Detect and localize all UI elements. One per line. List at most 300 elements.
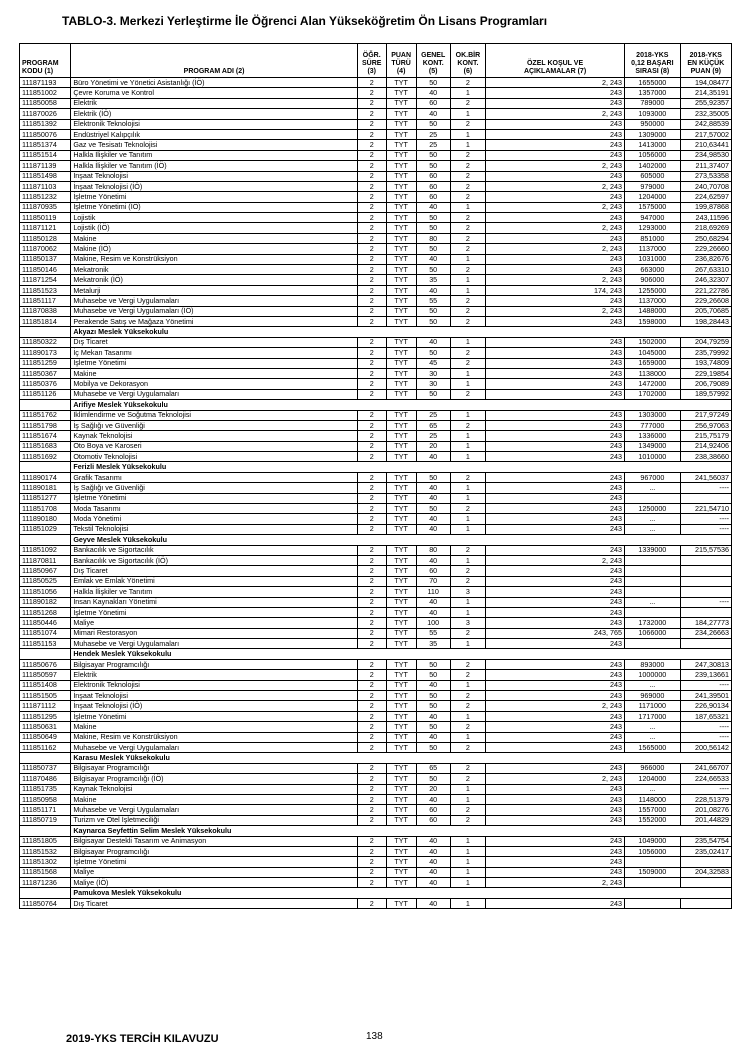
table-row xyxy=(20,680,732,690)
cell-score-type: TYT xyxy=(386,389,416,399)
cell-rank: ... xyxy=(625,597,681,607)
cell-score-type: TYT xyxy=(386,607,416,617)
cell-duration: 2 xyxy=(357,774,386,784)
cell-extra-quota: 1 xyxy=(450,846,485,856)
cell-program-code: 111871254 xyxy=(20,275,71,285)
table-row xyxy=(20,161,732,171)
cell-program-code: 111850649 xyxy=(20,732,71,742)
cell-min-score xyxy=(680,566,731,576)
cell-empty xyxy=(20,649,71,659)
cell-conditions: 174, 243 xyxy=(486,285,625,295)
header-text: 2018-YKS xyxy=(636,52,669,59)
cell-program-name: İş Sağlığı ve Güvenliği xyxy=(71,420,358,430)
cell-duration: 2 xyxy=(357,129,386,139)
cell-score-type: TYT xyxy=(386,233,416,243)
cell-conditions: 243 xyxy=(486,431,625,441)
cell-general-quota: 50 xyxy=(416,701,450,711)
cell-conditions: 243, 765 xyxy=(486,628,625,638)
header-text: 2018-YKS xyxy=(689,52,722,59)
table-row xyxy=(20,202,732,212)
cell-rank: 1309000 xyxy=(625,129,681,139)
table-row xyxy=(20,98,732,108)
cell-score-type: TYT xyxy=(386,587,416,597)
cell-program-name: Bilgisayar Programcılığı (İÖ) xyxy=(71,774,358,784)
cell-general-quota: 40 xyxy=(416,493,450,503)
document-title: TABLO-3. Merkezi Yerleştirme İle Öğrenci Alan Yükseköğretim Ön Lisans Programları xyxy=(62,14,548,28)
cell-general-quota: 40 xyxy=(416,836,450,846)
cell-rank xyxy=(625,607,681,617)
cell-conditions: 243 xyxy=(486,680,625,690)
cell-rank: 1349000 xyxy=(625,441,681,451)
cell-rank: ... xyxy=(625,524,681,534)
cell-rank xyxy=(625,639,681,649)
cell-rank: 1045000 xyxy=(625,348,681,358)
cell-program-code: 111890181 xyxy=(20,483,71,493)
cell-general-quota: 40 xyxy=(416,794,450,804)
cell-min-score: 201,08276 xyxy=(680,805,731,815)
cell-rank: 1303000 xyxy=(625,410,681,420)
cell-score-type: TYT xyxy=(386,129,416,139)
cell-rank: 1702000 xyxy=(625,389,681,399)
cell-score-type: TYT xyxy=(386,763,416,773)
cell-program-code: 111850128 xyxy=(20,233,71,243)
cell-rank xyxy=(625,587,681,597)
cell-score-type: TYT xyxy=(386,472,416,482)
cell-extra-quota: 2 xyxy=(450,722,485,732)
cell-general-quota: 50 xyxy=(416,150,450,160)
table-row xyxy=(20,244,732,254)
cell-score-type: TYT xyxy=(386,213,416,223)
cell-program-code: 111871103 xyxy=(20,181,71,191)
table-row xyxy=(20,181,732,191)
cell-program-code: 111851295 xyxy=(20,711,71,721)
cell-conditions: 243 xyxy=(486,410,625,420)
cell-duration: 2 xyxy=(357,691,386,701)
cell-conditions: 2, 243 xyxy=(486,223,625,233)
cell-program-name: Makine xyxy=(71,794,358,804)
table-row xyxy=(20,171,732,181)
cell-program-code: 111851268 xyxy=(20,607,71,617)
cell-extra-quota: 1 xyxy=(450,680,485,690)
cell-extra-quota: 1 xyxy=(450,410,485,420)
cell-score-type: TYT xyxy=(386,171,416,181)
cell-score-type: TYT xyxy=(386,98,416,108)
header-text: KONT. xyxy=(422,60,444,67)
cell-duration: 2 xyxy=(357,472,386,482)
cell-program-code: 111850367 xyxy=(20,368,71,378)
cell-score-type: TYT xyxy=(386,285,416,295)
cell-score-type: TYT xyxy=(386,420,416,430)
cell-extra-quota: 1 xyxy=(450,732,485,742)
table-row xyxy=(20,452,732,462)
cell-score-type: TYT xyxy=(386,161,416,171)
cell-score-type: TYT xyxy=(386,815,416,825)
cell-extra-quota: 1 xyxy=(450,867,485,877)
cell-general-quota: 50 xyxy=(416,161,450,171)
cell-program-code: 111851814 xyxy=(20,316,71,326)
cell-conditions: 243 xyxy=(486,358,625,368)
cell-min-score: ---- xyxy=(680,784,731,794)
cell-score-type: TYT xyxy=(386,701,416,711)
cell-empty xyxy=(20,888,71,898)
cell-program-code: 111890180 xyxy=(20,514,71,524)
cell-min-score: 229,26608 xyxy=(680,296,731,306)
table-row xyxy=(20,898,732,908)
cell-extra-quota: 1 xyxy=(450,452,485,462)
cell-conditions: 2, 243 xyxy=(486,878,625,888)
cell-rank: 1204000 xyxy=(625,192,681,202)
table-row xyxy=(20,379,732,389)
cell-duration: 2 xyxy=(357,784,386,794)
cell-empty xyxy=(20,400,71,410)
cell-min-score: ---- xyxy=(680,524,731,534)
cell-conditions: 243 xyxy=(486,265,625,275)
header-text: GENEL xyxy=(421,52,446,59)
cell-general-quota: 50 xyxy=(416,472,450,482)
cell-duration: 2 xyxy=(357,431,386,441)
cell-general-quota: 40 xyxy=(416,867,450,877)
cell-program-code: 111850119 xyxy=(20,213,71,223)
cell-min-score: 235,79992 xyxy=(680,348,731,358)
header-program-name xyxy=(71,44,358,78)
cell-rank: 1000000 xyxy=(625,670,681,680)
cell-extra-quota: 2 xyxy=(450,150,485,160)
cell-general-quota: 50 xyxy=(416,306,450,316)
cell-program-code: 111871139 xyxy=(20,161,71,171)
cell-program-name: Muhasebe ve Vergi Uygulamaları (İÖ) xyxy=(71,306,358,316)
cell-extra-quota: 2 xyxy=(450,701,485,711)
cell-duration: 2 xyxy=(357,483,386,493)
cell-program-name: Maliye xyxy=(71,618,358,628)
school-name: Hendek Meslek Yüksekokulu xyxy=(71,649,732,659)
table-row xyxy=(20,597,732,607)
cell-program-code: 111851232 xyxy=(20,192,71,202)
cell-program-code: 111850322 xyxy=(20,337,71,347)
cell-general-quota: 60 xyxy=(416,171,450,181)
table-row xyxy=(20,483,732,493)
cell-program-name: Muhasebe ve Vergi Uygulamaları xyxy=(71,296,358,306)
cell-rank: 967000 xyxy=(625,472,681,482)
cell-program-code: 111850376 xyxy=(20,379,71,389)
cell-duration: 2 xyxy=(357,98,386,108)
cell-program-code: 111870062 xyxy=(20,244,71,254)
cell-extra-quota: 1 xyxy=(450,441,485,451)
header-text: AÇIKLAMALAR (7) xyxy=(523,68,587,75)
cell-program-code: 111851002 xyxy=(20,88,71,98)
cell-general-quota: 65 xyxy=(416,420,450,430)
cell-extra-quota: 1 xyxy=(450,836,485,846)
cell-conditions: 243 xyxy=(486,607,625,617)
cell-conditions: 243 xyxy=(486,659,625,669)
cell-empty xyxy=(20,753,71,763)
cell-general-quota: 40 xyxy=(416,254,450,264)
header-program-code xyxy=(20,44,71,78)
cell-score-type: TYT xyxy=(386,555,416,565)
cell-score-type: TYT xyxy=(386,483,416,493)
cell-general-quota: 50 xyxy=(416,119,450,129)
cell-program-code: 111851805 xyxy=(20,836,71,846)
table-row xyxy=(20,659,732,669)
table-row xyxy=(20,140,732,150)
cell-min-score: 215,75179 xyxy=(680,431,731,441)
school-header-row xyxy=(20,327,732,337)
cell-program-code: 111851259 xyxy=(20,358,71,368)
cell-general-quota: 35 xyxy=(416,639,450,649)
table-row xyxy=(20,732,732,742)
cell-rank: 1066000 xyxy=(625,628,681,638)
cell-extra-quota: 1 xyxy=(450,275,485,285)
cell-program-name: Elektronik Teknolojisi xyxy=(71,119,358,129)
cell-extra-quota: 1 xyxy=(450,524,485,534)
cell-program-code: 111850719 xyxy=(20,815,71,825)
table-row xyxy=(20,701,732,711)
cell-duration: 2 xyxy=(357,836,386,846)
header-text: PUAN xyxy=(391,52,412,59)
cell-extra-quota: 1 xyxy=(450,368,485,378)
cell-score-type: TYT xyxy=(386,545,416,555)
cell-program-code: 111851408 xyxy=(20,680,71,690)
cell-duration: 2 xyxy=(357,659,386,669)
cell-min-score: 273,53358 xyxy=(680,171,731,181)
cell-score-type: TYT xyxy=(386,836,416,846)
cell-min-score: 241,56037 xyxy=(680,472,731,482)
cell-duration: 2 xyxy=(357,898,386,908)
cell-score-type: TYT xyxy=(386,181,416,191)
cell-general-quota: 110 xyxy=(416,587,450,597)
cell-general-quota: 40 xyxy=(416,452,450,462)
cell-program-name: İnşaat Teknolojisi xyxy=(71,171,358,181)
cell-general-quota: 50 xyxy=(416,659,450,669)
table-row xyxy=(20,784,732,794)
cell-rank: 1138000 xyxy=(625,368,681,378)
header-text: (6) xyxy=(463,68,473,75)
cell-program-name: İç Mekan Tasarımı xyxy=(71,348,358,358)
cell-rank: ... xyxy=(625,483,681,493)
cell-program-name: Lojistik xyxy=(71,213,358,223)
cell-score-type: TYT xyxy=(386,784,416,794)
cell-extra-quota: 1 xyxy=(450,607,485,617)
cell-extra-quota: 2 xyxy=(450,743,485,753)
cell-program-name: Muhasebe ve Vergi Uygulamaları xyxy=(71,743,358,753)
cell-conditions: 243 xyxy=(486,597,625,607)
cell-conditions: 243 xyxy=(486,836,625,846)
table-row xyxy=(20,763,732,773)
cell-extra-quota: 2 xyxy=(450,472,485,482)
cell-general-quota: 35 xyxy=(416,275,450,285)
cell-duration: 2 xyxy=(357,171,386,181)
cell-conditions: 243 xyxy=(486,296,625,306)
cell-score-type: TYT xyxy=(386,244,416,254)
cell-rank xyxy=(625,857,681,867)
cell-rank: 906000 xyxy=(625,275,681,285)
cell-score-type: TYT xyxy=(386,275,416,285)
cell-extra-quota: 1 xyxy=(450,898,485,908)
cell-program-code: 111851074 xyxy=(20,628,71,638)
cell-rank: 1339000 xyxy=(625,545,681,555)
cell-duration: 2 xyxy=(357,337,386,347)
cell-program-name: İşletme Yönetimi xyxy=(71,493,358,503)
cell-program-code: 111850967 xyxy=(20,566,71,576)
cell-general-quota: 70 xyxy=(416,576,450,586)
cell-conditions: 243 xyxy=(486,763,625,773)
cell-program-name: Tekstil Teknolojisi xyxy=(71,524,358,534)
table-row xyxy=(20,296,732,306)
table-row xyxy=(20,878,732,888)
school-name: Karasu Meslek Yüksekokulu xyxy=(71,753,732,763)
cell-duration: 2 xyxy=(357,805,386,815)
cell-general-quota: 40 xyxy=(416,109,450,119)
cell-rank: 950000 xyxy=(625,119,681,129)
cell-duration: 2 xyxy=(357,78,386,88)
cell-conditions: 243 xyxy=(486,368,625,378)
cell-score-type: TYT xyxy=(386,566,416,576)
cell-duration: 2 xyxy=(357,202,386,212)
cell-duration: 2 xyxy=(357,348,386,358)
cell-min-score: 187,65321 xyxy=(680,711,731,721)
cell-general-quota: 65 xyxy=(416,763,450,773)
cell-conditions: 243 xyxy=(486,857,625,867)
cell-rank: 1137000 xyxy=(625,296,681,306)
cell-program-code: 111850446 xyxy=(20,618,71,628)
cell-program-code: 111851692 xyxy=(20,452,71,462)
cell-general-quota: 50 xyxy=(416,348,450,358)
cell-conditions: 243 xyxy=(486,524,625,534)
cell-conditions: 243 xyxy=(486,420,625,430)
cell-score-type: TYT xyxy=(386,670,416,680)
page-number: 138 xyxy=(366,1031,383,1042)
cell-duration: 2 xyxy=(357,493,386,503)
cell-score-type: TYT xyxy=(386,597,416,607)
cell-extra-quota: 1 xyxy=(450,857,485,867)
cell-general-quota: 20 xyxy=(416,784,450,794)
cell-extra-quota: 1 xyxy=(450,514,485,524)
cell-rank xyxy=(625,898,681,908)
table-row xyxy=(20,129,732,139)
cell-extra-quota: 1 xyxy=(450,379,485,389)
cell-program-name: İşletme Yönetimi xyxy=(71,192,358,202)
table-row xyxy=(20,545,732,555)
cell-conditions: 243 xyxy=(486,514,625,524)
cell-program-code: 111870935 xyxy=(20,202,71,212)
cell-conditions: 243 xyxy=(486,472,625,482)
cell-duration: 2 xyxy=(357,639,386,649)
cell-program-code: 111851798 xyxy=(20,420,71,430)
cell-min-score xyxy=(680,878,731,888)
cell-score-type: TYT xyxy=(386,857,416,867)
header-min-score xyxy=(680,44,731,78)
cell-conditions: 243 xyxy=(486,348,625,358)
cell-score-type: TYT xyxy=(386,898,416,908)
cell-duration: 2 xyxy=(357,140,386,150)
table-row xyxy=(20,119,732,129)
table-row xyxy=(20,192,732,202)
cell-min-score xyxy=(680,898,731,908)
cell-general-quota: 25 xyxy=(416,410,450,420)
footer-guide-title: 2019-YKS TERCİH KILAVUZU xyxy=(66,1033,219,1045)
cell-score-type: TYT xyxy=(386,493,416,503)
cell-score-type: TYT xyxy=(386,504,416,514)
cell-extra-quota: 1 xyxy=(450,129,485,139)
cell-score-type: TYT xyxy=(386,743,416,753)
cell-conditions: 243 xyxy=(486,254,625,264)
cell-duration: 2 xyxy=(357,296,386,306)
cell-program-name: Mimari Restorasyon xyxy=(71,628,358,638)
cell-min-score: 204,32583 xyxy=(680,867,731,877)
cell-rank: 663000 xyxy=(625,265,681,275)
cell-program-code: 111871121 xyxy=(20,223,71,233)
cell-program-code: 111851153 xyxy=(20,639,71,649)
cell-min-score: 184,27773 xyxy=(680,618,731,628)
cell-conditions: 2, 243 xyxy=(486,244,625,254)
cell-extra-quota: 1 xyxy=(450,711,485,721)
table-row xyxy=(20,316,732,326)
cell-program-code: 111850525 xyxy=(20,576,71,586)
cell-extra-quota: 2 xyxy=(450,181,485,191)
cell-min-score: 232,35005 xyxy=(680,109,731,119)
cell-program-code: 111851126 xyxy=(20,389,71,399)
cell-general-quota: 40 xyxy=(416,597,450,607)
cell-general-quota: 40 xyxy=(416,337,450,347)
cell-program-code: 111850058 xyxy=(20,98,71,108)
cell-rank: 1056000 xyxy=(625,846,681,856)
cell-rank: 1056000 xyxy=(625,150,681,160)
header-text: PROGRAM xyxy=(22,60,59,67)
school-header-row xyxy=(20,462,732,472)
cell-program-name: İş Sağlığı ve Güvenliği xyxy=(71,483,358,493)
cell-program-code: 111890174 xyxy=(20,472,71,482)
cell-program-code: 111890173 xyxy=(20,348,71,358)
cell-program-code: 111851056 xyxy=(20,587,71,597)
cell-duration: 2 xyxy=(357,358,386,368)
school-name: Geyve Meslek Yüksekokulu xyxy=(71,535,732,545)
school-name: Pamukova Meslek Yüksekokulu xyxy=(71,888,732,898)
cell-program-name: Halkla İlişkiler ve Tanıtım (İÖ) xyxy=(71,161,358,171)
cell-extra-quota: 2 xyxy=(450,670,485,680)
cell-program-name: Dış Ticaret xyxy=(71,566,358,576)
cell-empty xyxy=(20,535,71,545)
cell-general-quota: 50 xyxy=(416,691,450,701)
cell-score-type: TYT xyxy=(386,296,416,306)
cell-empty xyxy=(20,327,71,337)
cell-extra-quota: 2 xyxy=(450,389,485,399)
school-header-row xyxy=(20,649,732,659)
cell-program-name: Oto Boya ve Karoseri xyxy=(71,441,358,451)
cell-duration: 2 xyxy=(357,285,386,295)
cell-duration: 2 xyxy=(357,265,386,275)
cell-min-score: 221,54710 xyxy=(680,504,731,514)
cell-general-quota: 50 xyxy=(416,504,450,514)
cell-score-type: TYT xyxy=(386,805,416,815)
cell-min-score xyxy=(680,493,731,503)
cell-score-type: TYT xyxy=(386,254,416,264)
cell-rank: 1148000 xyxy=(625,794,681,804)
cell-min-score: ---- xyxy=(680,732,731,742)
cell-program-code: 111850737 xyxy=(20,763,71,773)
cell-empty xyxy=(20,462,71,472)
cell-min-score: 214,92406 xyxy=(680,441,731,451)
cell-program-name: Makine (İÖ) xyxy=(71,244,358,254)
cell-score-type: TYT xyxy=(386,379,416,389)
cell-extra-quota: 1 xyxy=(450,597,485,607)
cell-extra-quota: 1 xyxy=(450,878,485,888)
cell-conditions: 243 xyxy=(486,743,625,753)
cell-conditions: 243 xyxy=(486,140,625,150)
cell-rank: 947000 xyxy=(625,213,681,223)
cell-extra-quota: 3 xyxy=(450,618,485,628)
cell-general-quota: 40 xyxy=(416,555,450,565)
cell-min-score: 234,98530 xyxy=(680,150,731,160)
cell-duration: 2 xyxy=(357,524,386,534)
